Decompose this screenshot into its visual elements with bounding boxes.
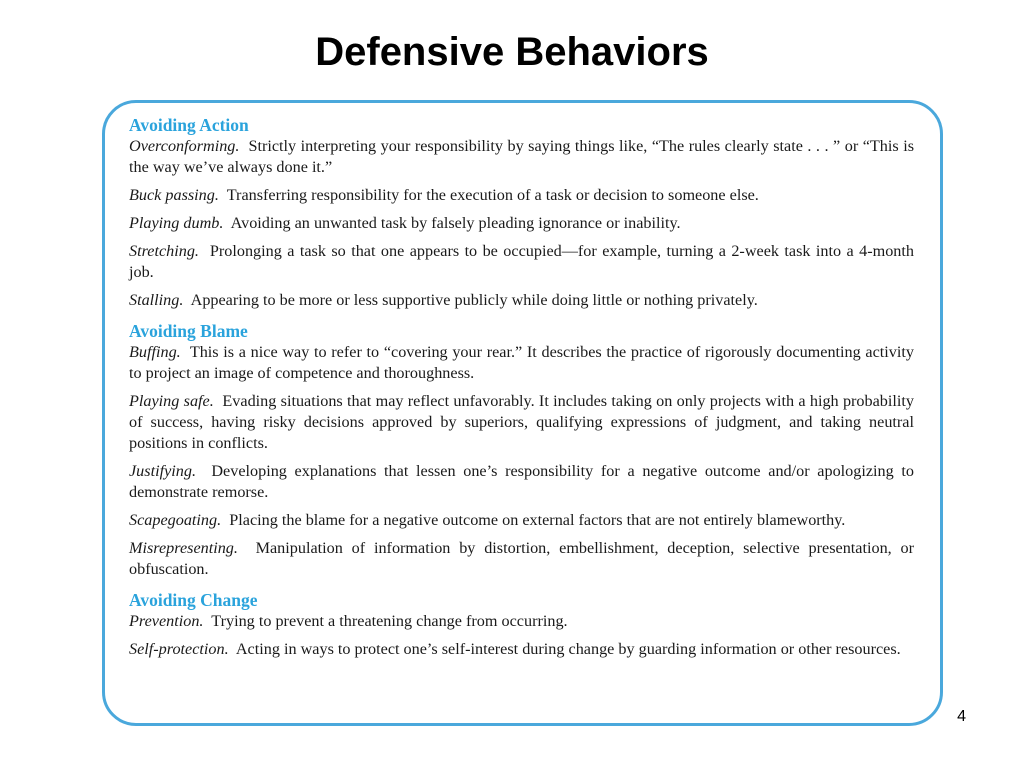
entry-stalling — [129, 290, 914, 311]
entry-term: Justifying. — [129, 462, 196, 480]
entry-text: Developing explanations that lessen one’s responsibility for a negative outcome and/or apologizing to demonstrate remorse. — [129, 462, 914, 501]
section-heading: Avoiding Change — [129, 590, 258, 610]
entry-buffing — [129, 342, 914, 384]
content-panel — [102, 100, 943, 726]
entry-text: Transferring responsibility for the execution of a task or decision to someone else. — [226, 186, 759, 204]
entry-overconforming — [129, 136, 914, 178]
entry-text: Prolonging a task so that one appears to be occupied—for example, turning a 2-week task into a 4-month job. — [129, 242, 914, 281]
entry-self-protection — [129, 639, 914, 660]
section-heading: Avoiding Action — [129, 115, 249, 135]
entry-misrepresenting — [129, 538, 914, 580]
entry-scapegoating — [129, 510, 914, 531]
entry-text: Placing the blame for a negative outcome on external factors that are not entirely blameworthy. — [229, 511, 846, 529]
entry-playing-dumb — [129, 213, 914, 234]
entry-playing-safe — [129, 391, 914, 454]
section-avoiding-blame — [129, 321, 914, 580]
entry-term: Playing safe. — [129, 392, 214, 410]
entry-term: Buffing. — [129, 343, 181, 361]
section-avoiding-action — [129, 115, 914, 311]
section-avoiding-change — [129, 590, 914, 660]
entry-term: Stretching. — [129, 242, 199, 260]
entry-text: Acting in ways to protect one’s self-interest during change by guarding information or other resources. — [235, 640, 901, 658]
slide-number: 4 — [957, 708, 966, 725]
entry-buck-passing — [129, 185, 914, 206]
entry-text: This is a nice way to refer to “covering your rear.” It describes the practice of rigorously documenting activity to project an image of competence and thoroughness. — [129, 343, 914, 382]
entry-text: Evading situations that may reflect unfavorably. It includes taking on only projects with a high probability of success, having risky decisions approved by superiors, qualifying expressions of judgment, and taking neutral positions in conflicts. — [129, 392, 914, 452]
entry-text: Trying to prevent a threatening change from occurring. — [211, 612, 568, 630]
entry-text: Avoiding an unwanted task by falsely pleading ignorance or inability. — [230, 214, 681, 232]
entry-term: Self-protection. — [129, 640, 229, 658]
entry-term: Misrepresenting. — [129, 539, 238, 557]
entry-term: Scapegoating. — [129, 511, 222, 529]
slide-title: Defensive Behaviors — [315, 30, 709, 74]
entry-justifying — [129, 461, 914, 503]
entry-prevention — [129, 611, 914, 632]
entry-text: Strictly interpreting your responsibility by saying things like, “The rules clearly state . . . ” or “This is the way we’ve always done it.” — [129, 137, 914, 176]
entry-stretching — [129, 241, 914, 283]
entry-term: Overconforming. — [129, 137, 240, 155]
entry-text: Appearing to be more or less supportive publicly while doing little or nothing privately. — [190, 291, 758, 309]
entry-term: Buck passing. — [129, 186, 219, 204]
section-heading: Avoiding Blame — [129, 321, 248, 341]
entry-text: Manipulation of information by distortion, embellishment, deception, selective presentation, or obfuscation. — [129, 539, 915, 578]
entry-term: Playing dumb. — [129, 214, 224, 232]
entry-term: Prevention. — [129, 612, 204, 630]
entry-term: Stalling. — [129, 291, 184, 309]
